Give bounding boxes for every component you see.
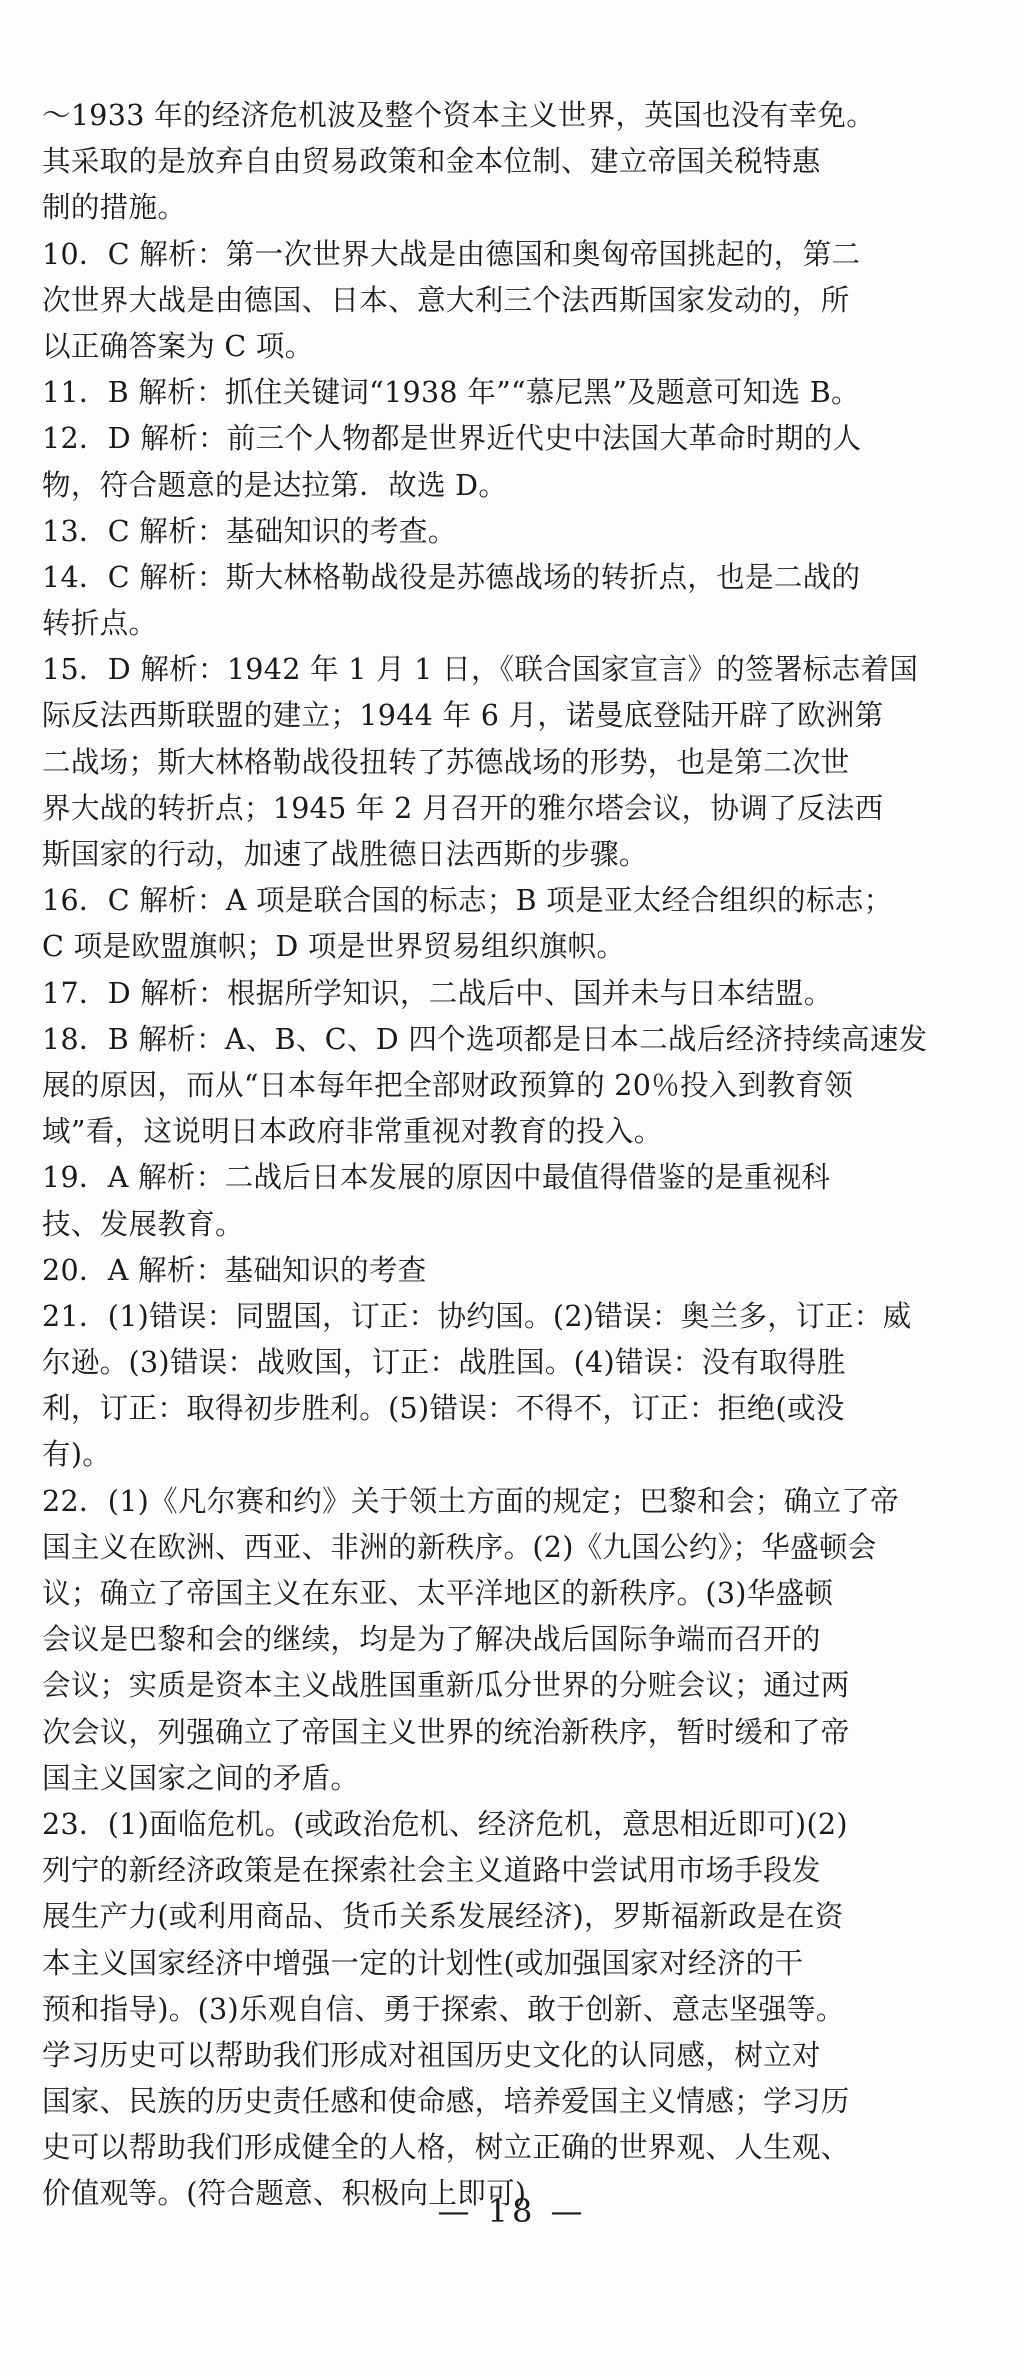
text-line: 国家、民族的历史责任感和使命感，培养爱国主义情感；学习历 bbox=[42, 2084, 850, 2119]
text-line: 22．(1)《凡尔赛和约》关于领土方面的规定；巴黎和会；确立了帝 bbox=[42, 1483, 900, 1518]
text-line: 展的原因，而从“日本每年把全部财政预算的 20％投入到教育领 bbox=[42, 1067, 854, 1102]
text-line: 技、发展教育。 bbox=[42, 1206, 244, 1241]
page-number: — 18 — bbox=[437, 2192, 587, 2230]
text-line: 利，订正：取得初步胜利。(5)错误：不得不，订正：拒绝(或没 bbox=[42, 1391, 845, 1426]
text-line: 转折点。 bbox=[42, 606, 158, 641]
text-line: 史可以帮助我们形成健全的人格，树立正确的世界观、人生观、 bbox=[42, 2130, 850, 2165]
text-line: 16．C 解析：A 项是联合国的标志；B 项是亚太经合组织的标志； bbox=[42, 883, 893, 918]
text-line: 制的措施。 bbox=[42, 190, 187, 225]
text-line: 次会议，列强确立了帝国主义世界的统治新秩序，暂时缓和了帝 bbox=[42, 1714, 850, 1749]
text-line: 15．D 解析：1942 年 1 月 1 日，《联合国家宣言》的签署标志着国 bbox=[42, 652, 919, 687]
text-line: 14．C 解析：斯大林格勒战役是苏德战场的转折点，也是二战的 bbox=[42, 559, 861, 594]
text-line: 以正确答案为 C 项。 bbox=[42, 328, 314, 363]
text-line: 列宁的新经济政策是在探索社会主义道路中尝试用市场手段发 bbox=[42, 1853, 821, 1888]
text-line: 会议是巴黎和会的继续，均是为了解决战后国际争端而召开的 bbox=[42, 1622, 821, 1657]
text-line: 预和指导)。(3)乐观自信、勇于探索、敢于创新、意志坚强等。 bbox=[42, 1991, 845, 2026]
text-line: 18．B 解析：A、B、C、D 四个选项都是日本二战后经济持续高速发 bbox=[42, 1021, 928, 1056]
text-line: 国主义在欧洲、西亚、非洲的新秩序。(2)《九国公约》；华盛顿会 bbox=[42, 1529, 877, 1564]
text-line: 展生产力(或利用商品、货币关系发展经济)，罗斯福新政是在资 bbox=[42, 1899, 844, 1934]
text-line: 域”看，这说明日本政府非常重视对教育的投入。 bbox=[42, 1114, 663, 1149]
text-line: 尔逊。(3)错误：战败国，订正：战胜国。(4)错误：没有取得胜 bbox=[42, 1345, 846, 1380]
text-line: 斯国家的行动，加速了战胜德日法西斯的步骤。 bbox=[42, 837, 648, 871]
text-line: 会议；实质是资本主义战胜国重新瓜分世界的分赃会议；通过两 bbox=[42, 1668, 850, 1703]
text-line: C 项是欧盟旗帜；D 项是世界贸易组织旗帜。 bbox=[42, 929, 626, 964]
text-line: 10．C 解析：第一次世界大战是由德国和奥匈帝国挑起的，第二 bbox=[42, 236, 861, 271]
text-line: 21．(1)错误：同盟国，订正：协约国。(2)错误：奥兰多，订正：威 bbox=[42, 1298, 912, 1333]
text-line: 17．D 解析：根据所学知识，二战后中、国并未与日本结盟。 bbox=[42, 975, 833, 1010]
text-line: 议；确立了帝国主义在东亚、太平洋地区的新秩序。(3)华盛顿 bbox=[42, 1576, 834, 1610]
text-line: 12．D 解析：前三个人物都是世界近代史中法国大革命时期的人 bbox=[42, 421, 862, 456]
text-line: 11．B 解析：抓住关键词“1938 年”“慕尼黑”及题意可知选 B。 bbox=[42, 375, 860, 410]
text-line: 二战场；斯大林格勒战役扭转了苏德战场的形势，也是第二次世 bbox=[42, 744, 850, 779]
text-line: 本主义国家经济中增强一定的计划性(或加强国家对经济的干 bbox=[42, 1945, 804, 1980]
text-line: 13．C 解析：基础知识的考查。 bbox=[42, 513, 457, 548]
text-line: 界大战的转折点；1945 年 2 月召开的雅尔塔会议，协调了反法西 bbox=[42, 790, 884, 825]
text-line: 学习历史可以帮助我们形成对祖国历史文化的认同感，树立对 bbox=[42, 2037, 821, 2072]
text-line: 次世界大战是由德国、日本、意大利三个法西斯国家发动的，所 bbox=[42, 282, 850, 317]
text-line: 其采取的是放弃自由贸易政策和金本位制、建立帝国关税特惠 bbox=[42, 144, 821, 179]
text-line: 有)。 bbox=[42, 1437, 112, 1472]
text-line: 19．A 解析：二战后日本发展的原因中最值得借鉴的是重视科 bbox=[42, 1160, 831, 1195]
text-line: 23．(1)面临危机。(或政治危机、经济危机，意思相近即可)(2) bbox=[42, 1806, 848, 1841]
text-line: 际反法西斯联盟的建立；1944 年 6 月，诺曼底登陆开辟了欧洲第 bbox=[42, 698, 884, 733]
text-line: ～1933 年的经济危机波及整个资本主义世界，英国也没有幸免。 bbox=[42, 98, 876, 132]
text-line: 价值观等。(符合题意、积极向上即可) bbox=[42, 2176, 527, 2211]
text-line: 物，符合题意的是达拉第．故选 D。 bbox=[42, 467, 508, 502]
text-line: 20．A 解析：基础知识的考查 bbox=[42, 1252, 427, 1287]
text-line: 国主义国家之间的矛盾。 bbox=[42, 1760, 360, 1795]
answer-text-block bbox=[42, 92, 1002, 2217]
